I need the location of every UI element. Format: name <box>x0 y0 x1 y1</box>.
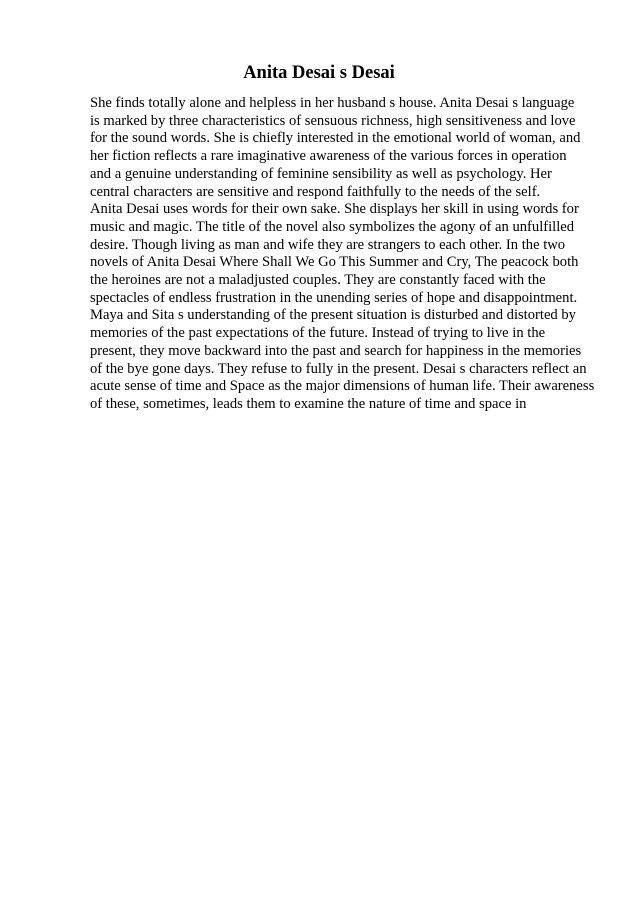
text-line: present, they move backward into the past and search for happiness in the memories <box>90 342 582 359</box>
text-line: central characters are sensitive and respond faithfully to the needs of the self. <box>90 183 541 200</box>
text-line: music and magic. The title of the novel also symbolizes the agony of an unfulfilled <box>90 218 575 235</box>
text-line: the heroines are not a maladjusted couples. They are constantly faced with the <box>90 272 546 289</box>
text-line: memories of the past expectations of the future. Instead of trying to live in the <box>90 325 546 342</box>
body-paragraph <box>90 95 630 414</box>
text-line: desire. Though living as man and wife they are strangers to each other. In the two <box>90 236 566 253</box>
text-line: She finds totally alone and helpless in her husband s house. Anita Desai s language <box>90 95 575 111</box>
text-line: spectacles of endless frustration in the unending series of hope and disappointment. <box>90 289 578 306</box>
text-line: for the sound words. She is chiefly interested in the emotional world of woman, and <box>90 130 581 147</box>
text-line: Maya and Sita s understanding of the present situation is disturbed and distorted by <box>90 307 576 324</box>
text-line: Anita Desai uses words for their own sake. She displays her skill in using words for <box>90 201 579 218</box>
text-line: and a genuine understanding of feminine sensibility as well as psychology. Her <box>90 165 552 182</box>
text-line: novels of Anita Desai Where Shall We Go This Summer and Cry, The peacock both <box>90 254 579 271</box>
text-line: her fiction reflects a rare imaginative awareness of the various forces in operation <box>90 148 567 165</box>
page-title: Anita Desai s Desai <box>243 63 395 83</box>
text-line: of these, sometimes, leads them to examine the nature of time and space in <box>90 395 527 412</box>
text-line: is marked by three characteristics of sensuous richness, high sensitiveness and love <box>90 112 576 129</box>
text-line: of the bye gone days. They refuse to fully in the present. Desai s characters reflect an <box>90 360 587 377</box>
text-line: acute sense of time and Space as the major dimensions of human life. Their awareness <box>90 378 595 395</box>
